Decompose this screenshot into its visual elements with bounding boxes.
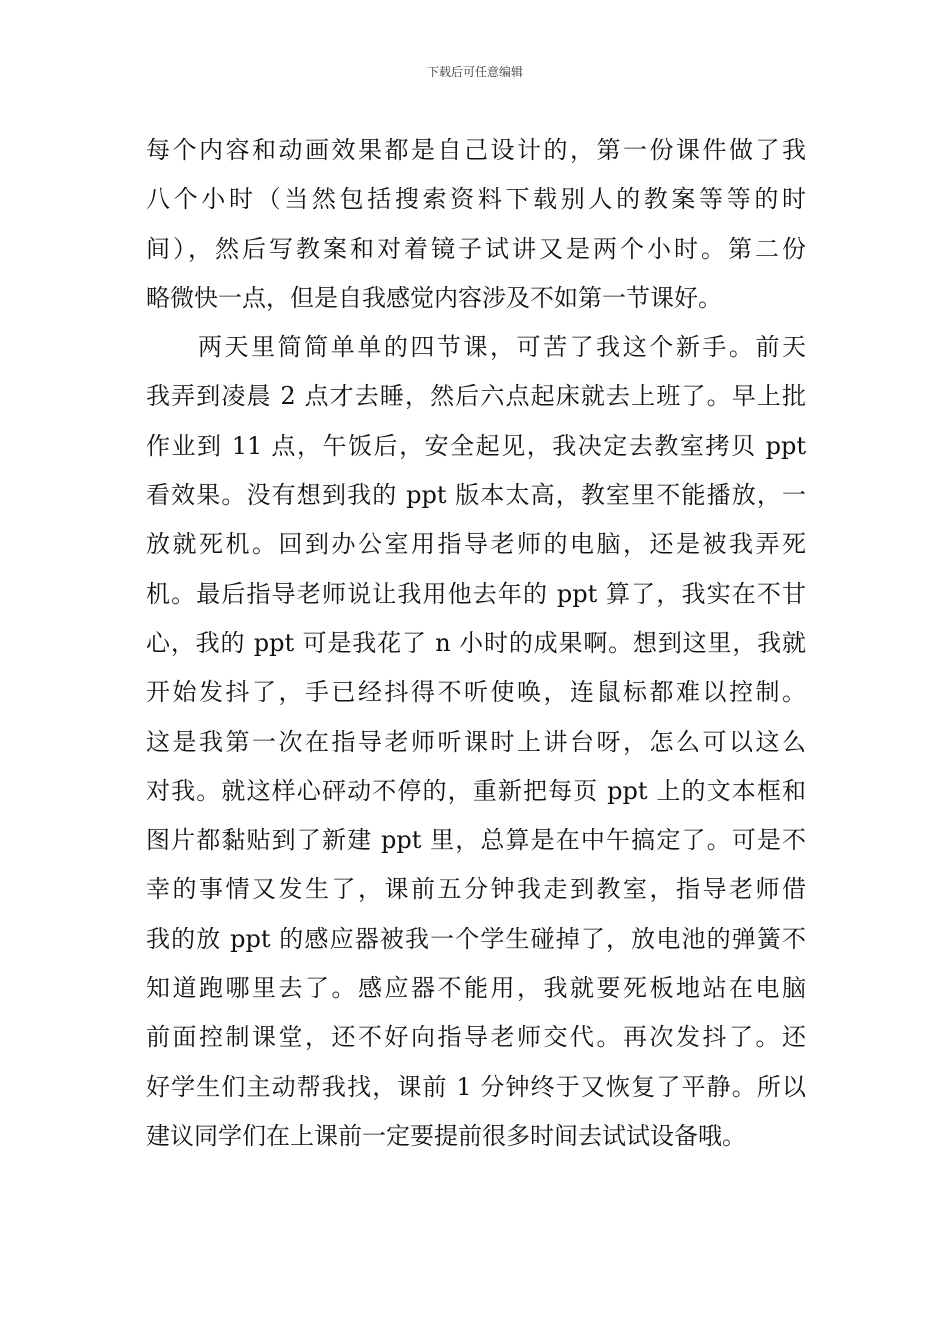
text-line: 这是我第一次在指导老师听课时上讲台呀，怎么可以这么 (146, 727, 806, 756)
text-line: 对我。就这样心砰动不停的，重新把每页 ppt 上的文本框和 (146, 776, 806, 805)
text-line: 略微快一点，但是自我感觉内容涉及不如第一节课好。 (146, 283, 722, 312)
text-line: 两天里简简单单的四节课，可苦了我这个新手。前天 (198, 333, 806, 362)
text-line: 我弄到凌晨 2 点才去睡，然后六点起床就去上班了。早上批 (146, 382, 806, 411)
text-line: 前面控制课堂，还不好向指导老师交代。再次发抖了。还 (146, 1023, 806, 1052)
text-line: 开始发抖了，手已经抖得不听使唤，连鼠标都难以控制。 (146, 678, 806, 707)
text-line: 图片都黏贴到了新建 ppt 里，总算是在中午搞定了。可是不 (146, 826, 806, 855)
text-line: 放就死机。回到办公室用指导老师的电脑，还是被我弄死 (146, 530, 806, 559)
text-line: 机。最后指导老师说让我用他去年的 ppt 算了，我实在不甘 (146, 579, 806, 608)
document-body (146, 126, 806, 1161)
text-line: 八个小时（当然包括搜索资料下载别人的教案等等的时 (146, 185, 806, 214)
text-line: 幸的事情又发生了，课前五分钟我走到教室，指导老师借 (146, 875, 806, 904)
text-line: 知道跑哪里去了。感应器不能用，我就要死板地站在电脑 (146, 974, 806, 1003)
text-line: 心，我的 ppt 可是我花了 n 小时的成果啊。想到这里，我就 (146, 628, 806, 657)
page-header: 下载后可任意编辑 (426, 65, 523, 79)
text-line: 建议同学们在上课前一定要提前很多时间去试试设备哦。 (146, 1121, 746, 1150)
text-line: 好学生们主动帮我找，课前 1 分钟终于又恢复了平静。所以 (146, 1072, 806, 1101)
text-line: 间），然后写教案和对着镜子试讲又是两个小时。第二份 (146, 234, 806, 263)
text-line: 每个内容和动画效果都是自己设计的，第一份课件做了我 (146, 136, 806, 164)
text-line: 看效果。没有想到我的 ppt 版本太高，教室里不能播放，一 (146, 481, 806, 510)
paragraph-1 (146, 126, 806, 323)
paragraph-2 (146, 323, 806, 1161)
text-line: 作业到 11 点，午饭后，安全起见，我决定去教室拷贝 ppt (146, 431, 806, 460)
text-line: 我的放 ppt 的感应器被我一个学生碰掉了，放电池的弹簧不 (146, 924, 806, 953)
